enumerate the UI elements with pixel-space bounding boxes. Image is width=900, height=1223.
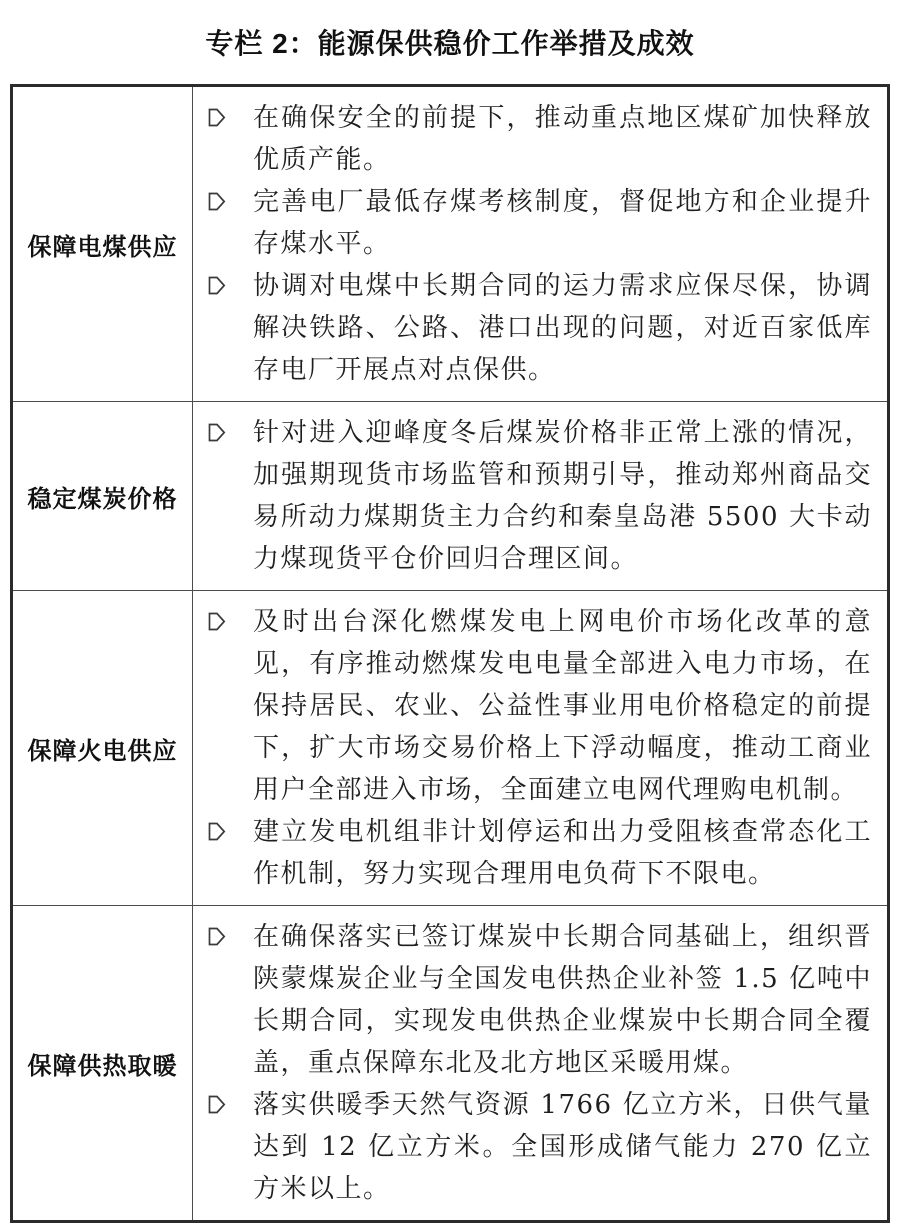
bullet-arrow-icon [208, 265, 226, 299]
list-item [208, 811, 872, 895]
bullet-arrow-icon [208, 412, 226, 446]
row-label: 保障电煤供应 [27, 233, 178, 261]
list-item [208, 97, 872, 181]
list-item-text: 及时出台深化燃煤发电上网电价市场化改革的意见，有序推动燃煤发电电量全部进入电力市场，在保持居民、农业、公益性事业用电价格稳定的前提下，扩大市场交易价格上下浮动幅度，推动工商业用户全部进入市场，全面建立电网代理购电机制。 [253, 607, 872, 805]
row-content-cell [193, 87, 887, 401]
list-item-text: 落实供暖季天然气资源 1766 亿立方米，日供气量达到 12 亿立方米。全国形成储气能力 270 亿立方米以上。 [253, 1090, 872, 1204]
table-row [13, 401, 887, 590]
list-item [208, 601, 872, 811]
list-item [208, 181, 872, 265]
row-label: 稳定煤炭价格 [27, 485, 178, 513]
bullet-arrow-icon [208, 181, 226, 215]
row-content-cell [193, 402, 887, 590]
row-label: 保障供热取暖 [27, 1052, 178, 1080]
list-item [208, 916, 872, 1084]
row-label-cell [13, 906, 193, 1220]
table-row [13, 590, 887, 905]
table-row [13, 905, 887, 1220]
row-content-cell [193, 906, 887, 1220]
row-label-cell [13, 402, 193, 590]
list-item-text: 建立发电机组非计划停运和出力受阻核查常态化工作机制，努力实现合理用电负荷下不限电。 [253, 817, 872, 889]
bullet-arrow-icon [208, 1084, 226, 1118]
row-content-cell [193, 591, 887, 905]
page-title: 专栏 2：能源保供稳价工作举措及成效 [205, 28, 695, 59]
row-label: 保障火电供应 [27, 737, 178, 765]
list-item-text: 协调对电煤中长期合同的运力需求应保尽保，协调解决铁路、公路、港口出现的问题，对近百家低库存电厂开展点对点保供。 [253, 271, 872, 385]
bullet-arrow-icon [208, 601, 226, 635]
list-item [208, 1084, 872, 1210]
row-label-cell [13, 591, 193, 905]
list-item [208, 265, 872, 391]
bullet-arrow-icon [208, 97, 226, 131]
list-item-text: 完善电厂最低存煤考核制度，督促地方和企业提升存煤水平。 [253, 187, 872, 259]
measures-table [10, 84, 890, 1223]
list-item [208, 412, 872, 580]
row-label-cell [13, 87, 193, 401]
table-row [13, 87, 887, 401]
list-item-text: 针对进入迎峰度冬后煤炭价格非正常上涨的情况，加强期现货市场监管和预期引导，推动郑州商品交易所动力煤期货主力合约和秦皇岛港 5500 大卡动力煤现货平仓价回归合理区间。 [253, 418, 872, 574]
list-item-text: 在确保落实已签订煤炭中长期合同基础上，组织晋陕蒙煤炭企业与全国发电供热企业补签 1.5 亿吨中长期合同，实现发电供热企业煤炭中长期合同全覆盖，重点保障东北及北方地区采暖用煤。 [253, 922, 872, 1078]
bullet-arrow-icon [208, 916, 226, 950]
list-item-text: 在确保安全的前提下，推动重点地区煤矿加快释放优质产能。 [253, 103, 872, 175]
bullet-arrow-icon [208, 811, 226, 845]
